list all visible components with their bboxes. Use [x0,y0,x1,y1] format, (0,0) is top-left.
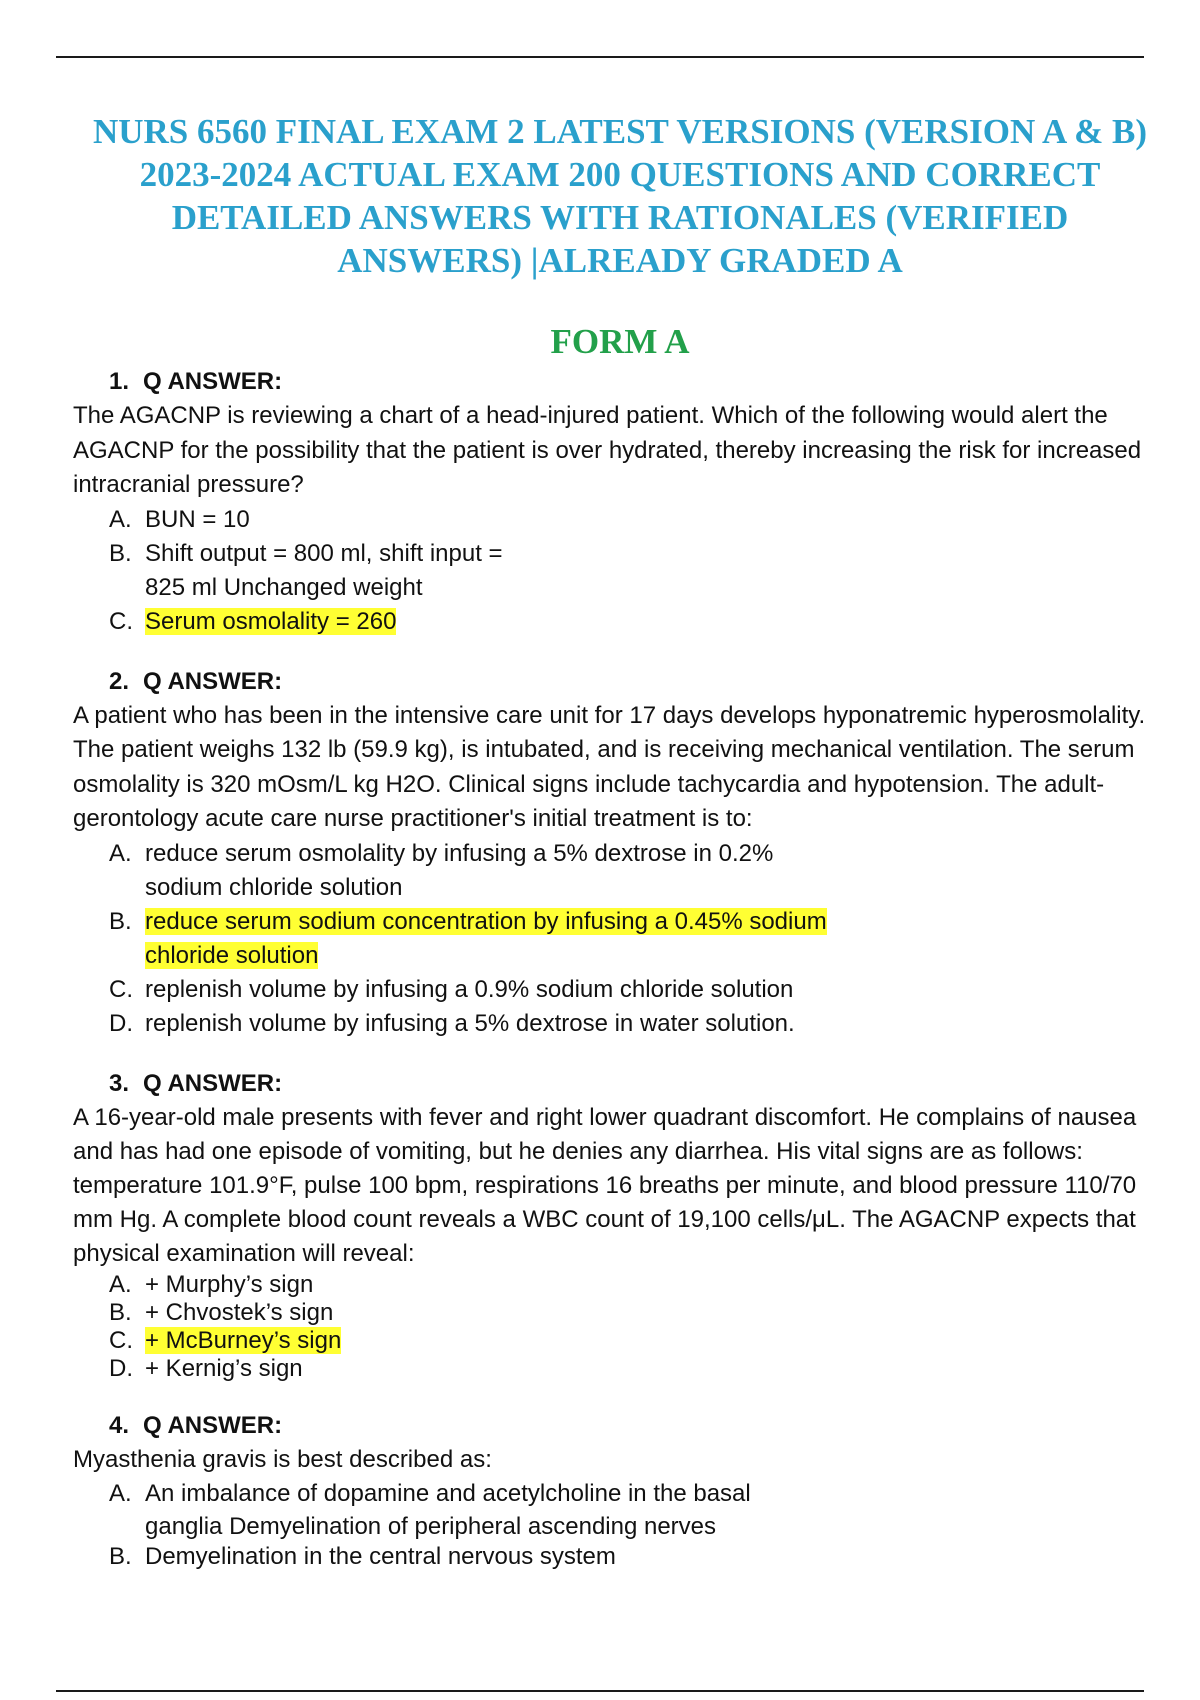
question-number: 1. [109,368,130,395]
question-1 [73,365,1153,639]
answer-option [109,973,1153,1007]
bottom-rule [56,1690,1144,1692]
answer-option [109,1355,1153,1383]
option-text: + Murphy’s sign [145,1270,314,1298]
option-letter: A. [109,505,132,533]
answer-option [109,1007,1153,1041]
question-3 [73,1067,1153,1383]
question-text: A 16-year-old male presents with fever and right lower quadrant discomfort. He complains of nausea and has had one episode of vomiting, but he denies any diarrhea. His vital signs are as follows: temperature 101.9°F, pulse 100 bpm, respirations 16 breaths per minute, and blood pressure 110/70 mm Hg. A complete blood count reveals a WBC count of 19,100 cells/μL. The AGACNP expects that physical examination will reveal: [73,1103,1137,1267]
title-line: 2023-2024 ACTUAL EXAM 200 QUESTIONS AND CORRECT [139,155,1101,194]
option-letter: B. [109,539,132,567]
option-letter: C. [109,607,133,635]
option-text: replenish volume by infusing a 0.9% sodium chloride solution [145,975,794,1003]
question-number: 4. [109,1411,130,1439]
answer-option [109,503,1153,537]
option-letter: B. [109,1298,132,1326]
option-text: reduce serum osmolality by infusing a 5% dextrose in 0.2% sodium chloride solution [145,839,774,901]
question-header-label: Q ANSWER: [143,368,283,395]
answer-option [109,1477,1153,1543]
answer-option-correct [109,1327,1153,1355]
answer-option [109,1271,1153,1299]
answer-options [73,1477,1153,1571]
option-letter: B. [109,1542,132,1570]
question-header-label: Q ANSWER: [143,1069,283,1097]
option-letter: B. [109,907,132,935]
form-label: FORM A [550,322,690,361]
option-text: BUN = 10 [145,505,250,533]
option-text: + Kernig’s sign [145,1354,303,1382]
question-number: 2. [109,667,130,695]
option-text: + Chvostek’s sign [145,1298,334,1326]
question-4 [73,1409,1153,1571]
answer-option [109,1299,1153,1327]
title-line: NURS 6560 FINAL EXAM 2 LATEST VERSIONS (VERSION A & B) [92,112,1148,151]
option-letter: C. [109,975,133,1003]
option-text: replenish volume by infusing a 5% dextrose in water solution. [145,1009,795,1037]
correct-answer-highlight: Serum osmolality = 260 [145,607,397,635]
question-number: 3. [109,1069,130,1097]
option-text: Shift output = 800 ml, shift input = 825 ml Unchanged weight [145,539,503,601]
option-letter: D. [109,1354,133,1382]
option-letter: D. [109,1009,133,1037]
question-header [109,1067,1153,1101]
document-title [50,110,1190,282]
question-text: Myasthenia gravis is best described as: [73,1445,492,1473]
answer-options [73,503,1153,639]
option-letter: A. [109,839,132,867]
question-header [109,365,1153,399]
question-header-label: Q ANSWER: [143,667,283,695]
correct-answer-highlight: + McBurney’s sign [145,1326,342,1354]
answer-option [109,537,1153,605]
option-letter: C. [109,1326,133,1354]
question-header [109,665,1153,699]
option-text: An imbalance of dopamine and acetylcholine in the basal ganglia Demyelination of peripheral ascending nerves [145,1479,751,1540]
title-line: DETAILED ANSWERS WITH RATIONALES (VERIFIED [171,198,1069,237]
question-text: A patient who has been in the intensive care unit for 17 days develops hyponatremic hyperosmolality. The patient weighs 132 lb (59.9 kg), is intubated, and is receiving mechanical ventilation. The serum osmolality is 320 mOsm/L kg H2O. Clinical signs include tachycardia and hypotension. The adult-gerontology acute care nurse practitioner's initial treatment is to: [73,701,1146,832]
question-header [109,1409,1153,1443]
option-letter: A. [109,1479,132,1507]
question-2 [73,665,1153,1041]
title-line: ANSWERS) |ALREADY GRADED A [337,241,903,280]
answer-option-correct [109,905,1153,973]
correct-answer-highlight: reduce serum sodium concentration by infusing a 0.45% sodium chloride solution [145,907,827,969]
option-letter: A. [109,1270,132,1298]
top-rule [56,56,1144,58]
answer-options [73,1271,1153,1383]
answer-option [109,1543,1153,1571]
question-header-label: Q ANSWER: [143,1411,283,1439]
question-list [73,365,1153,1597]
answer-option [109,837,1153,905]
answer-option-correct [109,605,1153,639]
question-text: The AGACNP is reviewing a chart of a head-injured patient. Which of the following would alert the AGACNP for the possibility that the patient is over hydrated, thereby increasing the risk for increased intracranial pressure? [73,402,1142,498]
answer-options [73,837,1153,1041]
option-text: Demyelination in the central nervous system [145,1542,616,1570]
